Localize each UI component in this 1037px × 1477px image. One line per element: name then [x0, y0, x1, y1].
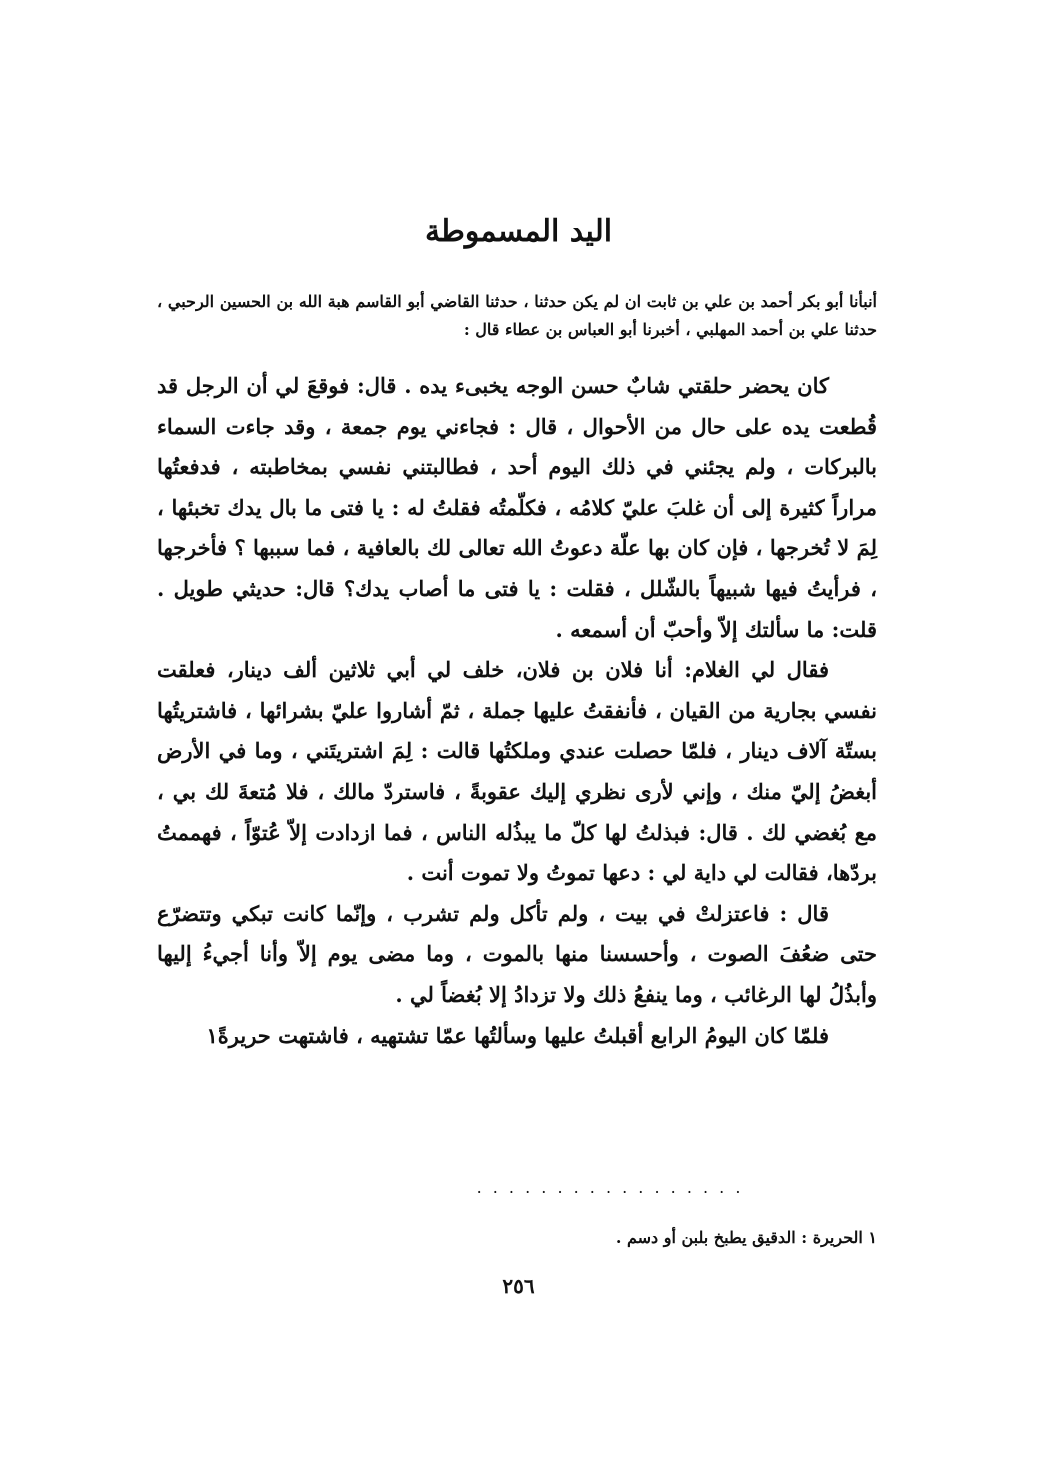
paragraph: فقال لي الغلام: أنا فلان بن فلان، خلف لي أبي ثلاثين ألف دينار، فعلقت نفسي بجارية من القيان ، فأنفقتُ عليها جملة ، ثمّ أشاروا عليّ بشرائها ، فاشتريتُها بستّة آلاف دينار ، فلمّا حصلت عندي وملكتُها قالت : لِمَ اشتريتَني ، وما في الأرض أبغضُ إليّ منك ، وإني لأرى نظري إليك عقوبةً ، فاستردّ مالك ، فلا مُتعةَ لك بي ، مع بُغضي لك . قال: فبذلتُ لها كلّ ما يبذُله الناس ، فما ازدادت إلاّ عُتوّاً ، فهممتُ بردّها، فقالت لي داية لي : دعها تموتُ ولا تموت أنت .: [157, 657, 877, 886]
page-number: ٢٥٦: [502, 1274, 535, 1298]
chapter-title: اليد المسموطة: [424, 214, 613, 249]
footnote: ١ الحريرة : الدقيق يطبخ بلبن أو دسم .: [615, 1228, 877, 1247]
paragraph: فلمّا كان اليومُ الرابع أقبلتُ عليها وسألتُها عمّا تشتهيه ، فاشتهت حريرةً١: [206, 1022, 829, 1048]
ellipsis-separator: . . . . . . . . . . . . . . . . .: [476, 1178, 744, 1197]
chain-of-narration: أنبأنا أبو بكر أحمد بن علي بن ثابت ان لم يكن حدثنا ، حدثنا القاضي أبو القاسم هبة الله بن الحسين الرحبي ، حدثنا علي بن أحمد المهلبي ، أخبرنا أبو العباس بن عطاء قال :: [157, 292, 877, 339]
paragraph: كان يحضر حلقتي شابٌ حسن الوجه يخبىء يده . قال: فوقعَ لي أن الرجل قد قُطعت يده على حال من الأحوال ، قال : فجاءني يوم جمعة ، وقد جاءت السماء بالبركات ، ولم يجئني في ذلك اليوم أحد ، فطالبتني نفسي بمخاطبته ، فدفعتُها مراراً كثيرة إلى أن غلبَ عليّ كلامُه ، فكلّمتُه فقلتُ له : يا فتى ما بال يدك تخبئها ، لِمَ لا تُخرجها ، فإن كان بها علّة دعوتُ الله تعالى لك بالعافية ، فما سببها ؟ فأخرجها ، فرأيتُ فيها شبيهاً بالشّلل ، فقلت : يا فتى ما أصاب يدك؟ قال: حديثي طويل . قلت: ما سألتك إلاّ وأحبّ أن أسمعه .: [157, 373, 877, 642]
paragraph: قال : فاعتزلتْ في بيت ، ولم تأكل ولم تشرب ، وإنّما كانت تبكي وتتضرّع حتى ضعُفَ الصوت ، وأحسسنا منها بالموت ، وما مضى يوم إلاّ وأنا أجيءُ إليها وأبذُلُ لها الرغائب ، وما ينفعُ ذلك ولا تزدادُ إلا بُغضاً لي .: [157, 900, 877, 1007]
main-text: [157, 366, 877, 1056]
